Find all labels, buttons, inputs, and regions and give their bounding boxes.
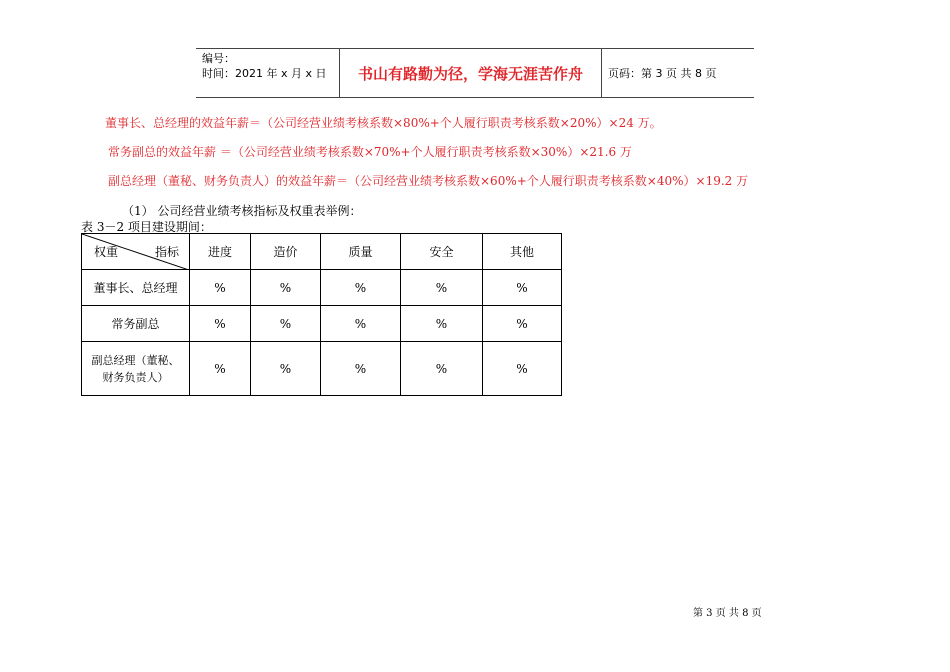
header-motto: 书山有路勤为径，学海无涯苦作舟 (357, 64, 583, 83)
column-header: 造价 (251, 234, 321, 270)
corner-label-indicator: 指标 (154, 245, 179, 259)
table-cell: % (190, 270, 251, 306)
table-cell: % (483, 306, 562, 342)
salary-formula-chairman: 董事长、总经理的效益年薪＝（公司经营业绩考核系数×80%+个人履行职责考核系数×20%）×24 万。 (105, 116, 662, 130)
page-footer: 第 3 页 共 8 页 (693, 608, 762, 619)
table-cell: % (321, 342, 401, 396)
table-row (82, 342, 562, 396)
row-label-line: 财务负责人） (102, 370, 169, 384)
corner-label-weight: 权重 (94, 245, 119, 259)
corner-header-cell (82, 234, 190, 270)
table-cell: % (321, 270, 401, 306)
row-label-line: 副总经理（董秘、 (91, 353, 180, 367)
table-cell: % (321, 306, 401, 342)
header-page-label: 页码：第 3 页 共 8 页 (608, 67, 717, 80)
table-cell: % (251, 270, 321, 306)
page-header (196, 48, 754, 98)
table-cell: % (483, 342, 562, 396)
section-heading: （1） 公司经营业绩考核指标及权重表举例： (122, 204, 362, 218)
salary-formula-executive-vp: 常务副总的效益年薪 ＝（公司经营业绩考核系数×70%+个人履行职责考核系数×30%）×21.6 万 (108, 145, 632, 159)
row-label: 常务副总 (82, 306, 190, 342)
weight-table (81, 233, 562, 396)
table-cell: % (251, 342, 321, 396)
row-label: 董事长、总经理 (82, 270, 190, 306)
table-row (82, 306, 562, 342)
time-label: 时间：2021 年 x 月 x 日 (202, 67, 327, 80)
row-label (82, 342, 190, 396)
header-divider (601, 49, 602, 97)
table-caption: 表 3－2 项目建设期间： (81, 220, 212, 234)
table-row (82, 270, 562, 306)
column-header: 其他 (483, 234, 562, 270)
salary-formula-vp: 副总经理（董秘、财务负责人）的效益年薪＝（公司经营业绩考核系数×60%+个人履行职责考核系数×40%）×19.2 万 (108, 174, 749, 188)
table-cell: % (401, 270, 483, 306)
table-cell: % (401, 342, 483, 396)
header-meta (202, 51, 327, 81)
table-cell: % (190, 342, 251, 396)
table-cell: % (190, 306, 251, 342)
column-header: 进度 (190, 234, 251, 270)
table-cell: % (483, 270, 562, 306)
column-header: 安全 (401, 234, 483, 270)
number-label: 编号： (202, 52, 235, 65)
column-header: 质量 (321, 234, 401, 270)
table-cell: % (401, 306, 483, 342)
table-header-row (82, 234, 562, 270)
table-cell: % (251, 306, 321, 342)
